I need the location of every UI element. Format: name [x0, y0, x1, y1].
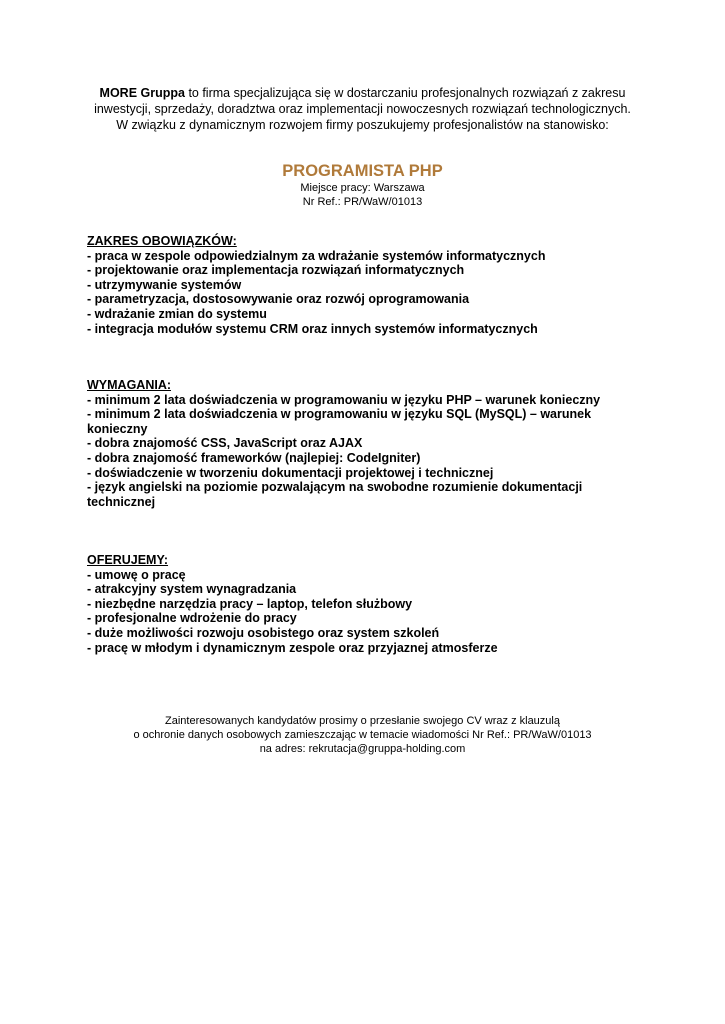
requirements-list	[87, 393, 647, 510]
intro-line-2: inwestycji, sprzedaży, doradztwa oraz implementacji nowoczesnych rozwiązań technologicznych.	[94, 102, 631, 116]
list-item: - dobra znajomość frameworków (najlepiej: CodeIgniter)	[87, 450, 421, 465]
company-intro	[60, 85, 665, 133]
requirements-section	[87, 378, 647, 509]
list-item: - pracę w młodym i dynamicznym zespole oraz przyjaznej atmosferze	[87, 640, 498, 655]
list-item: - doświadczenie w tworzeniu dokumentacji projektowej i technicznej	[87, 465, 494, 480]
intro-line-3: W związku z dynamicznym rozwojem firmy poszukujemy profesjonalistów na stanowisko:	[116, 118, 609, 132]
footer-line-1: Zainteresowanych kandydatów prosimy o przesłanie swojego CV wraz z klauzulą	[165, 715, 560, 727]
job-reference: Nr Ref.: PR/WaW/01013	[302, 195, 423, 208]
list-item: - atrakcyjny system wynagradzania	[87, 582, 297, 597]
list-item: - utrzymywanie systemów	[87, 277, 242, 292]
offer-list	[87, 568, 647, 656]
offer-heading: OFERUJEMY:	[87, 553, 169, 567]
list-item: - profesjonalne wdrożenie do pracy	[87, 611, 297, 626]
list-item: - duże możliwości rozwoju osobistego oraz system szkoleń	[87, 625, 440, 640]
intro-line-1-text: to firma specjalizująca się w dostarczaniu profesjonalnych rozwiązań z zakresu	[184, 86, 626, 100]
list-item: - wdrażanie zmian do systemu	[87, 306, 267, 321]
offer-section	[87, 553, 647, 655]
list-item: - praca w zespole odpowiedzialnym za wdrażanie systemów informatycznych	[87, 248, 546, 263]
company-name: MORE Gruppa	[99, 86, 185, 100]
list-item: - parametryzacja, dostosowywanie oraz rozwój oprogramowania	[87, 292, 470, 307]
list-item: - umowę o pracę	[87, 567, 186, 582]
list-item: - integracja modułów systemu CRM oraz innych systemów informatycznych	[87, 321, 538, 336]
duties-section	[87, 234, 647, 336]
intro-line-1	[60, 85, 665, 101]
requirements-heading: WYMAGANIA:	[87, 378, 172, 392]
footer-line-2: o ochronie danych osobowych zamieszczając w temacie wiadomości Nr Ref.: PR/WaW/01013	[133, 729, 592, 741]
list-item: - minimum 2 lata doświadczenia w programowaniu w języku PHP – warunek konieczny	[87, 392, 601, 407]
application-footer	[60, 714, 665, 756]
list-item: - niezbędne narzędzia pracy – laptop, telefon służbowy	[87, 596, 413, 611]
footer-contact-email: na adres: rekrutacja@gruppa-holding.com	[259, 743, 466, 755]
duties-list	[87, 249, 647, 337]
job-location: Miejsce pracy: Warszawa	[300, 182, 425, 194]
duties-heading: ZAKRES OBOWIĄZKÓW:	[87, 234, 237, 248]
list-item: - dobra znajomość CSS, JavaScript oraz AJAX	[87, 436, 363, 451]
list-item: - projektowanie oraz implementacja rozwiązań informatycznych	[87, 263, 465, 278]
list-item: - minimum 2 lata doświadczenia w programowaniu w języku SQL (MySQL) – warunek konieczny	[87, 407, 592, 436]
job-title: PROGRAMISTA PHP	[282, 162, 443, 180]
job-header	[60, 160, 665, 209]
list-item: - język angielski na poziomie pozwalającym na swobodne rozumienie dokumentacji technicznej	[87, 480, 583, 509]
